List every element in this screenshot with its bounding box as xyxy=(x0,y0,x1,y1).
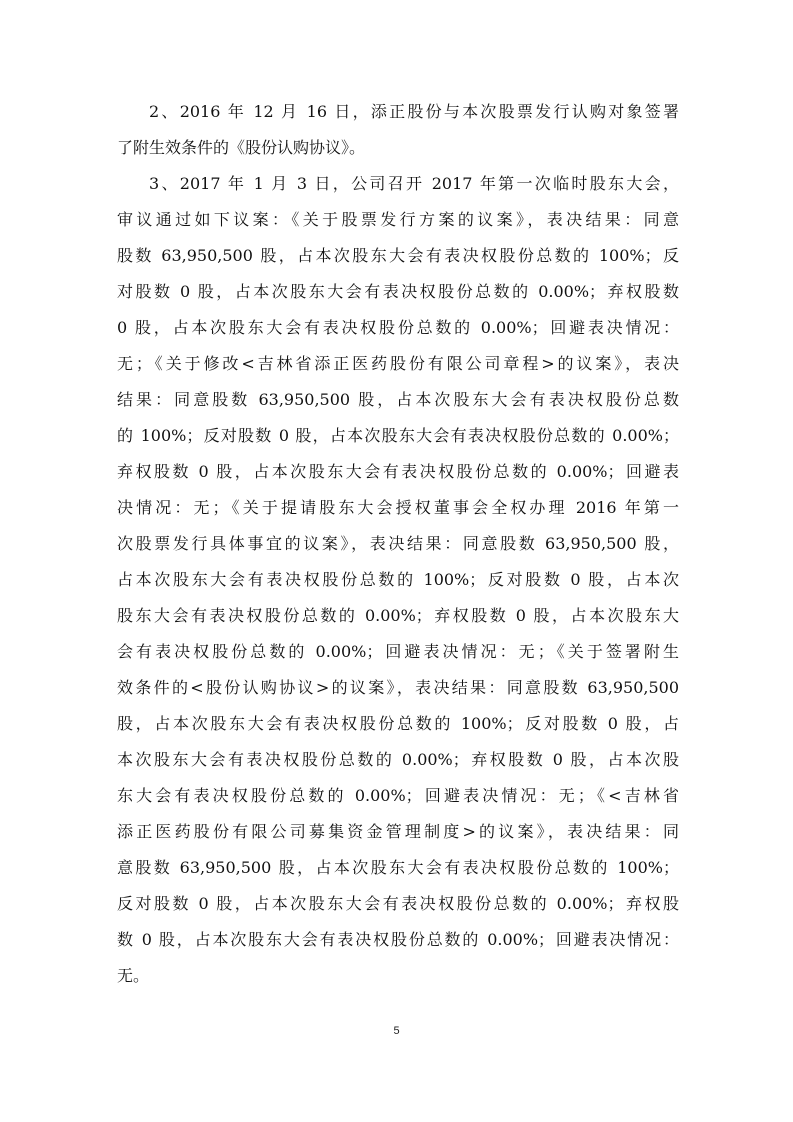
paragraph-3-line-5: 0 股，占本次股东大会有表决权股份总数的 0.00%；回避表决情况： xyxy=(117,318,679,337)
paragraph-2-line-2: 了附生效条件的《股份认购协议》。 xyxy=(117,138,366,157)
paragraph-3-line-16: 股，占本次股东大会有表决权股份总数的 100%；反对股数 0 股，占 xyxy=(117,714,679,733)
paragraph-3-line-1: 3、2017 年 1 月 3 日，公司召开 2017 年第一次临时股东大会， xyxy=(149,174,679,193)
paragraph-3-line-19: 添正医药股份有限公司募集资金管理制度>的议案》，表决结果：同 xyxy=(117,822,679,841)
paragraph-3-line-11: 次股票发行具体事宜的议案》，表决结果：同意股数 63,950,500 股， xyxy=(117,534,679,553)
paragraph-3-line-14: 会有表决权股份总数的 0.00%；回避表决情况：无；《关于签署附生 xyxy=(117,642,679,661)
paragraph-3-line-17: 本次股东大会有表决权股份总数的 0.00%；弃权股数 0 股，占本次股 xyxy=(117,750,679,769)
paragraph-3-line-18: 东大会有表决权股份总数的 0.00%；回避表决情况：无；《<吉林省 xyxy=(117,786,679,805)
paragraph-3-line-2: 审议通过如下议案：《关于股票发行方案的议案》，表决结果：同意 xyxy=(117,210,679,229)
paragraph-3-line-4: 对股数 0 股，占本次股东大会有表决权股份总数的 0.00%；弃权股数 xyxy=(117,282,679,301)
paragraph-3-line-22: 数 0 股，占本次股东大会有表决权股份总数的 0.00%；回避表决情况： xyxy=(117,930,679,949)
page-number: 5 xyxy=(393,1025,400,1037)
paragraph-3-line-10: 决情况：无；《关于提请股东大会授权董事会全权办理 2016 年第一 xyxy=(117,498,679,517)
paragraph-3-line-7: 结果：同意股数 63,950,500 股，占本次股东大会有表决权股份总数 xyxy=(117,390,679,409)
paragraph-3-line-15: 效条件的<股份认购协议>的议案》，表决结果：同意股数 63,950,500 xyxy=(117,678,679,697)
paragraph-3-line-12: 占本次股东大会有表决权股份总数的 100%；反对股数 0 股，占本次 xyxy=(117,570,679,589)
paragraph-3-line-21: 反对股数 0 股，占本次股东大会有表决权股份总数的 0.00%；弃权股 xyxy=(117,894,679,913)
paragraph-3-line-13: 股东大会有表决权股份总数的 0.00%；弃权股数 0 股，占本次股东大 xyxy=(117,606,679,625)
paragraph-3-line-23: 无。 xyxy=(117,966,150,985)
paragraph-3-line-3: 股数 63,950,500 股，占本次股东大会有表决权股份总数的 100%；反 xyxy=(117,246,679,265)
paragraph-3-line-8: 的 100%；反对股数 0 股，占本次股东大会有表决权股份总数的 0.00%； xyxy=(117,426,679,445)
paragraph-3-line-6: 无；《关于修改<吉林省添正医药股份有限公司章程>的议案》，表决 xyxy=(117,354,679,373)
paragraph-2-line-1: 2、2016 年 12 月 16 日，添正股份与本次股票发行认购对象签署 xyxy=(149,102,679,121)
paragraph-3-line-9: 弃权股数 0 股，占本次股东大会有表决权股份总数的 0.00%；回避表 xyxy=(117,462,679,481)
paragraph-3-line-20: 意股数 63,950,500 股，占本次股东大会有表决权股份总数的 100%； xyxy=(117,858,679,877)
